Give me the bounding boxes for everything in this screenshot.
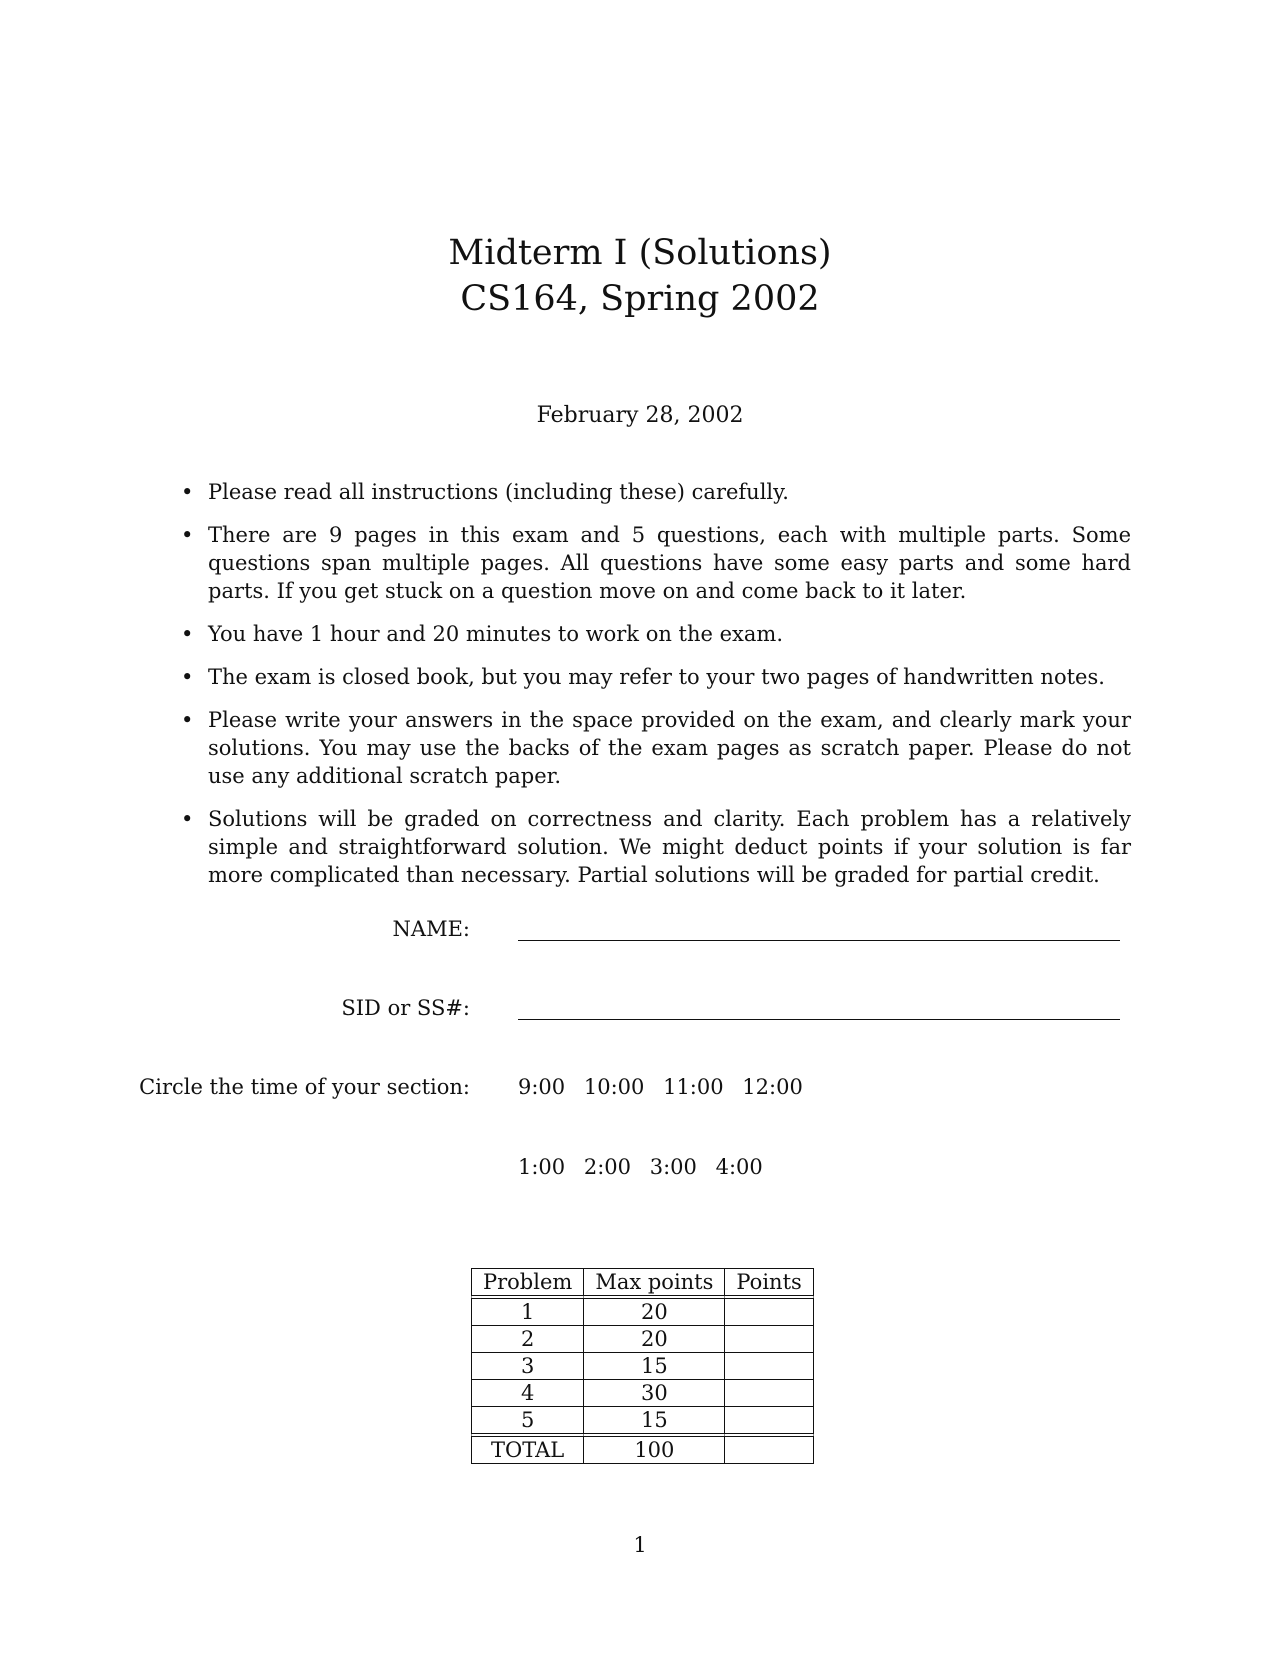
problem-cell: 1 [471,1299,584,1326]
table-row [471,1326,814,1353]
bullet-icon: • [181,807,194,831]
total-row [471,1437,814,1464]
header-max-points: Max points [584,1268,725,1299]
instruction-item: • Please read all instructions (including these) carefully. [181,480,789,504]
instruction-item: • You have 1 hour and 20 minutes to work on the exam. [181,622,783,646]
section-time-option[interactable]: 10:00 [583,1075,645,1099]
total-label: TOTAL [471,1437,584,1464]
points-cell[interactable] [725,1380,813,1407]
sid-label: SID or SS#: [341,996,470,1020]
table-row [471,1380,814,1407]
section-time-option[interactable]: 12:00 [742,1075,803,1099]
sid-field[interactable] [518,1019,1120,1020]
section-time-option[interactable]: 4:00 [715,1155,763,1179]
bullet-icon: • [181,708,194,732]
instruction-item: • There are 9 pages in this exam and 5 questions, each with multiple parts. Some questions span multiple pages. All questions have some easy parts and some hard parts. If you get stuck on a question move on and come back to it later. [181,523,1131,603]
max-points-cell: 15 [584,1407,725,1437]
table-row [471,1407,814,1437]
table-row [471,1299,814,1326]
section-time-option[interactable]: 3:00 [649,1155,697,1179]
section-time-option[interactable]: 9:00 [518,1075,566,1099]
section-times-row-1 [518,1075,815,1099]
total-points-cell[interactable] [725,1437,813,1464]
problem-cell: 5 [471,1407,584,1437]
points-cell[interactable] [725,1353,813,1380]
score-table [471,1268,814,1464]
points-cell[interactable] [725,1326,813,1353]
title-line-2: CS164, Spring 2002 [460,279,820,319]
bullet-icon: • [181,480,194,504]
section-times-row-2 [518,1155,775,1179]
bullet-icon: • [181,523,194,547]
header-points: Points [725,1268,813,1299]
max-points-cell: 15 [584,1353,725,1380]
max-points-cell: 30 [584,1380,725,1407]
section-time-option[interactable]: 1:00 [518,1155,566,1179]
instruction-item: • Solutions will be graded on correctness and clarity. Each problem has a relatively simple and straightforward solution. We might deduct points if your solution is far more complicated than necessary. Partial solutions will be graded for partial credit. [181,807,1131,887]
header-problem: Problem [471,1268,584,1299]
section-time-option[interactable]: 2:00 [583,1155,632,1179]
exam-title [0,230,1280,322]
max-points-cell: 20 [584,1326,725,1353]
instruction-item: • The exam is closed book, but you may refer to your two pages of handwritten notes. [181,665,1105,689]
problem-cell: 4 [471,1380,584,1407]
section-time-option[interactable]: 11:00 [663,1075,724,1099]
score-table-header [471,1268,814,1299]
bullet-icon: • [181,665,194,689]
instructions-list [181,478,1131,904]
title-line-1: Midterm I (Solutions) [448,233,832,273]
points-cell[interactable] [725,1407,813,1437]
total-max-points: 100 [584,1437,725,1464]
points-cell[interactable] [725,1299,813,1326]
name-label: NAME: [392,917,470,941]
name-field[interactable] [518,940,1120,941]
section-label: Circle the time of your section: [139,1075,470,1099]
bullet-icon: • [181,622,194,646]
instruction-item: • Please write your answers in the space provided on the exam, and clearly mark your solutions. You may use the backs of the exam pages as scratch paper. Please do not use any additional scratch paper. [181,708,1131,788]
exam-date: February 28, 2002 [536,403,744,428]
page-number: 1 [633,1533,647,1557]
table-row [471,1353,814,1380]
problem-cell: 2 [471,1326,584,1353]
problem-cell: 3 [471,1353,584,1380]
max-points-cell: 20 [584,1299,725,1326]
